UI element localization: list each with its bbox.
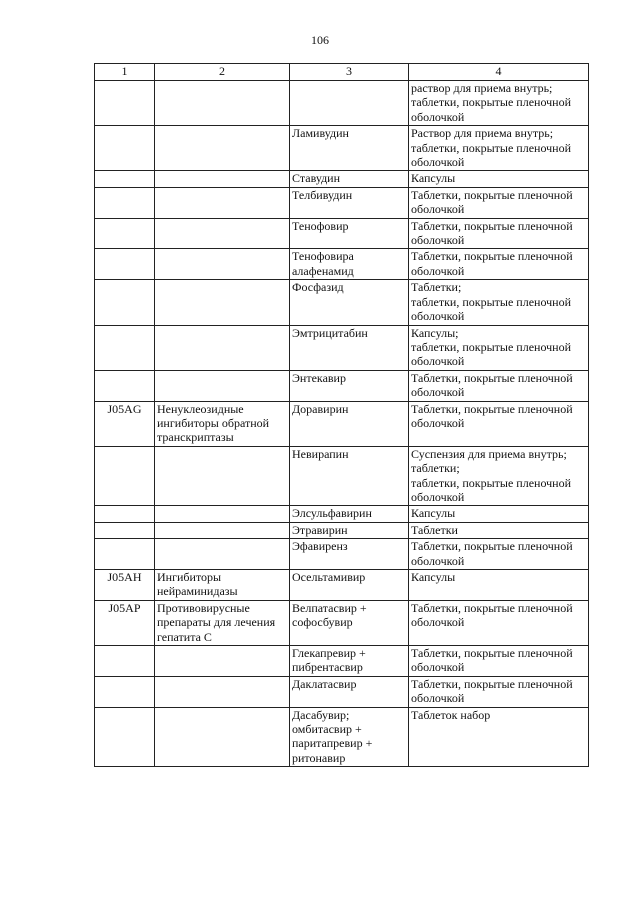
dosage-form-cell xyxy=(409,280,589,325)
dosage-form-cell xyxy=(409,218,589,249)
group-name-cell xyxy=(155,249,290,280)
atc-code-cell xyxy=(95,126,155,171)
drug-name-line: Осельтамивир xyxy=(292,570,366,584)
dosage-form-line: Таблетки; xyxy=(411,280,462,295)
drug-name-line: Дасабувир; xyxy=(292,707,350,722)
header-row xyxy=(95,64,589,81)
dosage-form-line: Таблетки, покрытые пленочной xyxy=(411,370,573,385)
drug-name-line: Велпатасвир + xyxy=(292,600,367,615)
group-name-line: нейраминидазы xyxy=(157,584,238,599)
atc-code-cell xyxy=(95,506,155,522)
atc-code-cell: J05AP xyxy=(95,600,155,645)
dosage-form-line: таблетки, покрытые пленочной xyxy=(411,339,572,354)
drug-name-cell xyxy=(290,676,409,707)
dosage-form-cell xyxy=(409,325,589,370)
dosage-form-line: Таблетки, покрытые пленочной xyxy=(411,676,573,691)
dosage-form-cell xyxy=(409,171,589,187)
header-cell-4: 4 xyxy=(409,64,589,81)
drug-name-cell xyxy=(290,249,409,280)
group-name-cell xyxy=(155,171,290,187)
dosage-form-cell xyxy=(409,570,589,601)
atc-code-cell xyxy=(95,81,155,126)
drug-name-line: Даклатасвир xyxy=(292,676,357,691)
atc-code-cell xyxy=(95,522,155,538)
drug-table xyxy=(94,63,589,767)
dosage-form-cell xyxy=(409,249,589,280)
group-name-cell xyxy=(155,187,290,218)
drug-name-line: Энтекавир xyxy=(292,370,346,385)
dosage-form-line: оболочкой xyxy=(411,691,465,706)
group-name-cell xyxy=(155,707,290,767)
drug-name-line: Элсульфавирин xyxy=(292,506,372,521)
drug-name-cell xyxy=(290,280,409,325)
dosage-form-line: раствор для приема внутрь; xyxy=(411,81,553,95)
group-name-cell xyxy=(155,506,290,522)
atc-code-cell xyxy=(95,280,155,325)
group-name-cell xyxy=(155,126,290,171)
dosage-form-cell xyxy=(409,522,589,538)
table-row xyxy=(95,81,589,126)
dosage-form-line: Таблетки, покрытые пленочной xyxy=(411,401,573,416)
header-cell-1: 1 xyxy=(95,64,155,81)
dosage-form-line: таблетки, покрытые пленочной xyxy=(411,140,572,155)
drug-name-cell xyxy=(290,707,409,767)
atc-code-cell: J05AG xyxy=(95,401,155,446)
dosage-form-line: Раствор для приема внутрь; xyxy=(411,126,554,141)
drug-name-cell xyxy=(290,401,409,446)
drug-name-cell xyxy=(290,218,409,249)
dosage-form-line: оболочкой xyxy=(411,233,465,248)
dosage-form-line: оболочкой xyxy=(411,385,465,400)
group-name-cell xyxy=(155,600,290,645)
dosage-form-line: таблетки, покрытые пленочной xyxy=(411,294,572,309)
group-name-cell xyxy=(155,81,290,126)
group-name-cell xyxy=(155,570,290,601)
group-name-cell xyxy=(155,446,290,506)
table-row xyxy=(95,280,589,325)
drug-name-line: Невирапин xyxy=(292,446,349,461)
table-body xyxy=(95,81,589,767)
drug-name-line: Тенофовир xyxy=(292,218,349,233)
dosage-form-line: Капсулы xyxy=(411,506,456,521)
dosage-form-line: Суспензия для приема внутрь; xyxy=(411,446,567,461)
atc-code-cell xyxy=(95,539,155,570)
drug-name-line: Ламивудин xyxy=(292,126,349,141)
drug-name-line: Доравирин xyxy=(292,401,349,416)
dosage-form-line: оболочкой xyxy=(411,109,465,124)
dosage-form-line: Капсулы xyxy=(411,171,456,186)
group-name-line: Ненуклеозидные xyxy=(157,401,244,416)
atc-code-cell xyxy=(95,370,155,401)
group-name-cell xyxy=(155,646,290,677)
group-name-line: Ингибиторы xyxy=(157,570,222,584)
dosage-form-line: Таблетки, покрытые пленочной xyxy=(411,249,573,264)
table-row xyxy=(95,187,589,218)
table-row xyxy=(95,249,589,280)
dosage-form-cell xyxy=(409,446,589,506)
dosage-form-line: таблетки; xyxy=(411,461,460,476)
drug-name-line: Тенофовира xyxy=(292,249,354,264)
dosage-form-line: оболочкой xyxy=(411,489,465,504)
drug-name-line: омбитасвир + xyxy=(292,722,362,737)
dosage-form-cell xyxy=(409,401,589,446)
group-name-cell xyxy=(155,280,290,325)
drug-name-line: Фосфазид xyxy=(292,280,344,295)
dosage-form-line: Таблетки, покрытые пленочной xyxy=(411,600,573,615)
dosage-form-line: оболочкой xyxy=(411,309,465,324)
group-name-line: транскриптазы xyxy=(157,430,234,445)
page-number: 106 xyxy=(311,33,329,47)
drug-name-cell xyxy=(290,539,409,570)
drug-name-line: Ставудин xyxy=(292,171,341,186)
drug-name-cell xyxy=(290,570,409,601)
atc-code-cell xyxy=(95,325,155,370)
dosage-form-line: оболочкой xyxy=(411,415,465,430)
drug-name-line: паритапревир + xyxy=(292,736,373,751)
dosage-form-line: Капсулы; xyxy=(411,325,459,340)
atc-code-cell xyxy=(95,646,155,677)
group-name-line: ингибиторы обратной xyxy=(157,415,270,430)
atc-code-cell xyxy=(95,171,155,187)
dosage-form-cell xyxy=(409,539,589,570)
dosage-form-cell xyxy=(409,81,589,126)
table-row xyxy=(95,506,589,522)
table-row xyxy=(95,570,589,601)
dosage-form-line: оболочкой xyxy=(411,263,465,278)
drug-name-line: Этравирин xyxy=(292,522,348,537)
group-name-cell xyxy=(155,218,290,249)
group-name-line: гепатита С xyxy=(157,629,212,644)
table-row xyxy=(95,325,589,370)
drug-name-line: софосбувир xyxy=(292,615,353,630)
dosage-form-line: оболочкой xyxy=(411,553,465,568)
dosage-form-line: оболочкой xyxy=(411,615,465,630)
group-name-cell xyxy=(155,539,290,570)
drug-name-cell xyxy=(290,446,409,506)
dosage-form-line: оболочкой xyxy=(411,202,465,217)
atc-code-cell xyxy=(95,676,155,707)
drug-name-cell xyxy=(290,187,409,218)
drug-name-cell xyxy=(290,600,409,645)
atc-code-cell xyxy=(95,187,155,218)
drug-name-line: пибрентасвир xyxy=(292,660,363,675)
dosage-form-cell xyxy=(409,370,589,401)
drug-name-line: Эмтрицитабин xyxy=(292,325,368,340)
drug-name-cell xyxy=(290,646,409,677)
drug-name-cell xyxy=(290,370,409,401)
table-row xyxy=(95,600,589,645)
table-row xyxy=(95,171,589,187)
table-row xyxy=(95,370,589,401)
drug-name-line: Телбивудин xyxy=(292,187,353,202)
group-name-line: препараты для лечения xyxy=(157,615,276,630)
dosage-form-line: Таблетки, покрытые пленочной xyxy=(411,187,573,202)
dosage-form-line: таблетки, покрытые пленочной xyxy=(411,95,572,110)
drug-name-line: Глекапревир + xyxy=(292,646,366,661)
table-row xyxy=(95,646,589,677)
dosage-form-line: таблетки, покрытые пленочной xyxy=(411,475,572,490)
table-row xyxy=(95,218,589,249)
dosage-form-cell xyxy=(409,506,589,522)
drug-name-line: Эфавиренз xyxy=(292,539,348,554)
header-cell-3: 3 xyxy=(290,64,409,81)
table-row xyxy=(95,522,589,538)
table-row xyxy=(95,401,589,446)
dosage-form-line: Таблетки, покрытые пленочной xyxy=(411,218,573,233)
dosage-form-cell xyxy=(409,707,589,767)
drug-name-cell xyxy=(290,171,409,187)
group-name-cell xyxy=(155,370,290,401)
atc-code-cell: J05AH xyxy=(95,570,155,601)
group-name-cell xyxy=(155,676,290,707)
group-name-cell xyxy=(155,522,290,538)
dosage-form-line: Таблетки xyxy=(411,522,458,537)
dosage-form-line: Таблеток набор xyxy=(411,707,491,722)
dosage-form-line: оболочкой xyxy=(411,660,465,675)
drug-name-cell xyxy=(290,126,409,171)
atc-code-cell xyxy=(95,218,155,249)
drug-name-line: ритонавир xyxy=(292,750,346,765)
atc-code-cell xyxy=(95,249,155,280)
dosage-form-cell xyxy=(409,646,589,677)
table-row xyxy=(95,539,589,570)
drug-name-cell xyxy=(290,522,409,538)
drug-name-line: алафенамид xyxy=(292,263,354,278)
dosage-form-cell xyxy=(409,187,589,218)
group-name-cell xyxy=(155,401,290,446)
atc-code-cell xyxy=(95,707,155,767)
drug-name-cell xyxy=(290,325,409,370)
atc-code-cell xyxy=(95,446,155,506)
dosage-form-cell xyxy=(409,600,589,645)
drug-name-cell xyxy=(290,81,409,126)
table-row xyxy=(95,676,589,707)
table-row xyxy=(95,446,589,506)
dosage-form-line: оболочкой xyxy=(411,354,465,369)
dosage-form-line: Таблетки, покрытые пленочной xyxy=(411,539,573,554)
drug-name-cell xyxy=(290,506,409,522)
dosage-form-cell xyxy=(409,126,589,171)
dosage-form-line: оболочкой xyxy=(411,155,465,170)
table-row xyxy=(95,126,589,171)
dosage-form-line: Таблетки, покрытые пленочной xyxy=(411,646,573,661)
dosage-form-cell xyxy=(409,676,589,707)
header-cell-2: 2 xyxy=(155,64,290,81)
group-name-cell xyxy=(155,325,290,370)
dosage-form-line: Капсулы xyxy=(411,570,456,584)
table-row xyxy=(95,707,589,767)
group-name-line: Противовирусные xyxy=(157,600,250,615)
